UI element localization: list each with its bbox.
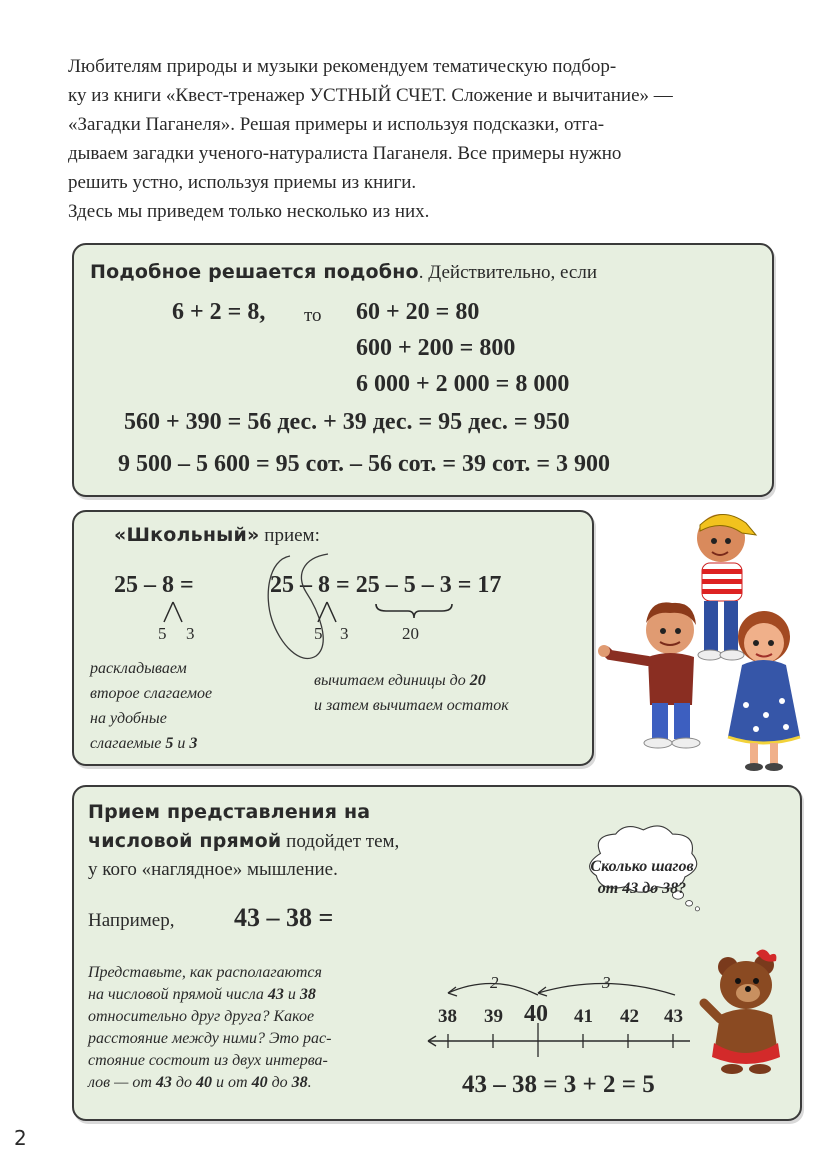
note-text: и от (212, 1074, 252, 1091)
equation-hundreds: 600 + 200 = 800 (356, 335, 516, 361)
equation-base: 6 + 2 = 8, (172, 299, 266, 325)
note-line (314, 668, 584, 693)
note-line: стояние состоит из двух интерва- (88, 1052, 328, 1069)
similar-method-panel (72, 243, 774, 497)
intro-line: ку из книги «Квест-тренажер УСТНЫЙ СЧЕТ. Сложение и вычитание» — (68, 85, 673, 106)
tick-marks (448, 1023, 673, 1057)
note-number: 20 (469, 672, 486, 689)
right-expr-tail: – 3 = 17 (415, 572, 502, 598)
panel1-heading-rest: . Действительно, если (418, 262, 598, 283)
panel2-heading: «Школьный» (114, 524, 260, 546)
panel3-heading: Прием представления на (88, 801, 371, 823)
note-text: на числовой прямой числа (88, 986, 268, 1003)
cloud-line: от 43 до 38? (597, 880, 687, 897)
note-text: слагаемые (90, 735, 166, 752)
thought-cloud-text (560, 856, 724, 900)
intro-line: Здесь мы приведем только несколько из них. (68, 201, 430, 222)
split-value-5: 5 (158, 624, 167, 643)
note-number: 43 (267, 986, 284, 1003)
note-text: . (307, 1074, 312, 1091)
note-number: 38 (291, 1074, 308, 1091)
number-line-explanation (88, 962, 418, 1094)
intro-line: Любителям природы и музыки рекомендуем тематическую подбор- (68, 56, 617, 77)
tick-label-38: 38 (438, 1006, 457, 1027)
note-line: на удобные (90, 710, 167, 727)
example-label: Например, (88, 910, 175, 931)
tick-label-43: 43 (664, 1006, 683, 1027)
school-method-panel (72, 510, 594, 766)
page-number: 2 (14, 1126, 27, 1150)
panel3-line3: у кого «наглядное» мышление. (88, 859, 338, 880)
bear-illustration (698, 945, 788, 1075)
note-number: 40 (251, 1074, 268, 1091)
word-then: то (304, 305, 322, 326)
intro-line: дываем загадки ученого-натуралиста Паганеля. Все примеры нужно (68, 143, 622, 164)
arc-right-label: 3 (602, 973, 611, 992)
right-expr-part: 25 – 8 = (270, 572, 356, 598)
split-lines-right (312, 600, 342, 624)
tick-label-39: 39 (484, 1006, 503, 1027)
right-expr-braced: 25 – 5 (355, 572, 416, 598)
example-expression: 43 – 38 = (234, 903, 334, 932)
note-line: второе слагаемое (90, 685, 213, 702)
underbrace (374, 602, 454, 620)
note-number: 3 (189, 735, 198, 752)
brace-value: 20 (402, 624, 419, 643)
note-line (88, 1072, 418, 1094)
tick-label-40: 40 (524, 1001, 548, 1027)
note-number: 43 (155, 1074, 172, 1091)
equation-tens: 60 + 20 = 80 (356, 299, 480, 325)
arc-left-label: 2 (490, 973, 499, 992)
equation-hundreds-sub: 9 500 – 5 600 = 95 сот. – 56 сот. = 39 сот. = 3 900 (118, 451, 610, 477)
note-line: раскладываем (90, 660, 187, 677)
equation-dozens: 560 + 390 = 56 дес. + 39 дес. = 95 дес. = 950 (124, 409, 570, 435)
intro-line: «Загадки Паганеля». Решая примеры и используя подсказки, отга- (68, 114, 605, 135)
panel1-lead (90, 261, 597, 284)
panel2-lead (114, 524, 320, 547)
note-text: и (283, 986, 300, 1003)
cloud-line: Сколько шагов (590, 858, 694, 875)
note-line: Представьте, как располагаются (88, 964, 322, 981)
intro-paragraph (68, 52, 768, 226)
note-number: 40 (196, 1074, 212, 1091)
intro-line: решить устно, используя приемы из книги. (68, 172, 417, 193)
note-number: 5 (165, 735, 174, 752)
panel1-heading: Подобное решается подобно (90, 261, 419, 283)
note-line (88, 984, 418, 1006)
note-line (90, 731, 270, 756)
panel3-line2 (88, 830, 399, 853)
split-value-3-right: 3 (340, 624, 349, 643)
panel3-heading-2: числовой прямой (88, 830, 282, 852)
note-line: и затем вычитаем остаток (314, 697, 509, 714)
note-line: относительно друг друга? Какое (88, 1008, 315, 1025)
tick-label-41: 41 (574, 1006, 593, 1027)
left-explanation (90, 656, 270, 756)
note-text: до (267, 1074, 292, 1091)
left-expression: 25 – 8 = (114, 572, 194, 598)
note-text: вычитаем единицы до (314, 672, 470, 689)
panel3-heading-rest: подойдет тем, (281, 831, 400, 852)
note-text: и (173, 735, 190, 752)
note-line: расстояние между ними? Это рас- (88, 1030, 332, 1047)
result-expression: 43 – 38 = 3 + 2 = 5 (462, 1071, 655, 1098)
children-illustration (596, 505, 806, 775)
split-value-3: 3 (186, 624, 195, 643)
equation-thousands: 6 000 + 2 000 = 8 000 (356, 371, 570, 397)
right-explanation (314, 668, 584, 718)
split-lines-left (158, 600, 188, 624)
split-value-5-right: 5 (314, 624, 323, 643)
note-text: лов — от (88, 1074, 156, 1091)
note-number: 38 (299, 986, 316, 1003)
panel2-heading-rest: прием: (259, 525, 320, 546)
note-text: до (171, 1074, 196, 1091)
tick-label-42: 42 (620, 1006, 639, 1027)
number-line (422, 971, 692, 1071)
